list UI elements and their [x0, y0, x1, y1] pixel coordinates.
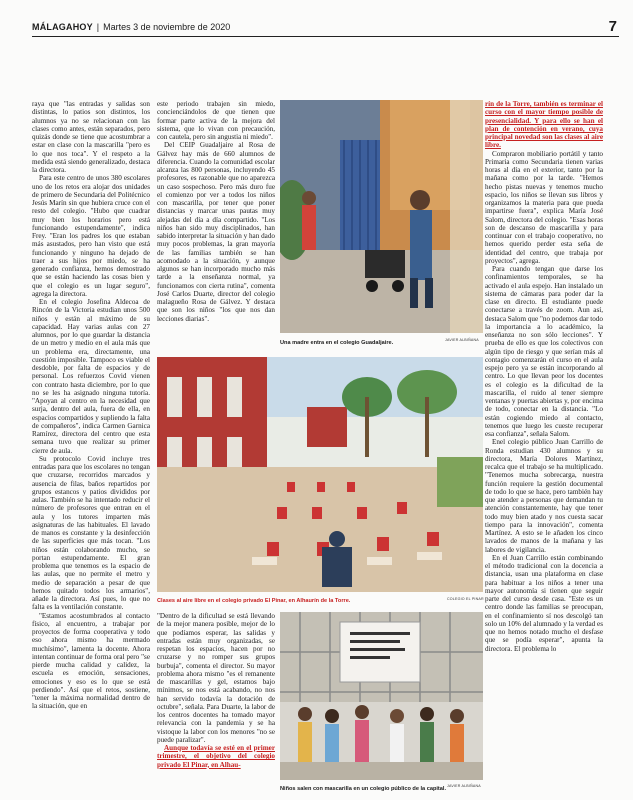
photo-caption: Una madre entra en el colegio Guadaljaire.	[280, 340, 394, 346]
photo-illustration	[157, 357, 483, 592]
paragraph: "Estamos acostumbrados al contacto físico, al encuentro, a trabajar por proyectos de forma cooperativa y todo eso ahora mismo ha mermado muchísimo", lamenta la docente. Ahora intentan continuar de forma oral pero "se pierde mucha calidad y calidez, la escuela es emoción, sensaciones, emociones y eso es lo que se está perdiendo". Así que el retos, sostiene, "tener la máxima normalidad dentro de la situación, que en	[32, 611, 150, 711]
highlight-text: Aunque todavía se esté en el primer trimestre, el objetivo del colegio privado El Pinar, en Alhau-	[157, 744, 275, 769]
page-number: 7	[608, 18, 617, 35]
paragraph: En el colegio Josefina Aldecoa de Rincón de la Victoria estudian unos 500 niños y están al máximo de su capacidad. Hay varias aulas con 27 alumnos, por lo que guardar la distancia de un metro y medio en el aula más que un problema era, directamente, una cuestión imposible. Tampoco es viable el desdoble, por falta de espacios y de personal. Los refuerzos Covid vienen con contrato hasta diciembre, por lo que no se les ha asignado ninguna tutoría. "Apoyan al centro en la necesidad que surja, dentro del aula, fuera de ella, en espacios compartidos y supliendo la falta de compañeros", indica Carmen Garnica Ramírez, directora del centro que esta semana tuvo que realizar su primer cierre de aula.	[32, 298, 150, 455]
article-column-2-bottom	[157, 612, 275, 800]
paragraph: Compraron mobiliario portátil y tanto Primaria como Secundaria tienen varias horas al día en el exterior, tanto por la mañana como por la tarde. "Hemos hecho pistas nuevas y tenemos mucho espacio, los niños se llevan sus libros y organizamos la materia para que pueda impartirse fuera", explica María José Salom, directora del colegio. "Esas horas son de descanso de mascarilla y para continuar con el trabajo cooperativo, no hemos querido perder esta seña de identidad del centro, que trabaja por proyectos", agrega.	[485, 149, 603, 265]
article-column-1	[32, 100, 150, 800]
photo-credit: JAVIER ALBIÑANA	[447, 784, 481, 788]
paragraph: este periodo trabajen sin miedo, concienciándolos de que tienen que formar parte activa de la mejora del sistema, que lo vivan con precaución, con cautela, pero sin angustia ni miedo".	[157, 100, 275, 141]
header-separator: |	[96, 22, 100, 32]
paragraph: Enel colegio público Juan Carrillo de Ronda estudian 430 alumnos y su directora, María Dolores Martínez, recalca que el trabajo se ha multiplicado. "Tenemos mucha sobrecarga, nuestra función requiere la gestión documental de todo lo que se hace, pero también hay que atender a personas que demandan tu atención constantemente, hay que tener todo muy bien atado y nos cuesta sacar tiempo para la innovación", comenta Martínez. A esto se le añaden los cinco lavados de manos de la mañana y las labores de vigilancia.	[485, 438, 603, 554]
paragraph: En el Juan Carrillo están combinando el método tradicional con la docencia a distancia, usan una plataforma en clase para habituar a los niños a tener una mayor autonomía si tienen que seguir parte del curso desde casa. "Este es un centro donde las familias se preocupan, en el confinamiento sí nos descolgó tan solo un 10% del alumnado y la verdad es que no hemos notado mucho el desfase que se podía esperar", apunta la directora. El problema lo	[485, 553, 603, 653]
page-header	[32, 18, 619, 37]
article-column-2	[157, 100, 275, 350]
article-column-3	[485, 100, 603, 800]
newspaper-brand: MÁLAGAHOY	[32, 22, 93, 32]
paragraph: Del CEIP Guadaljaire al Rosa de Gálvez hay más de 660 alumnos de diferencia. Cuando la comunidad escolar alcanza las 800 personas, incluyendo 45 profesores, es razonable que no aparezca un caso sospechoso. Pero más duro fue el comienzo por ver a todos los niños con mascarilla, por tener que poner distancias y marcar unas pautas muy alejadas del día a día compartido. "Los niños han sido muy disciplinados, han sabido interpretar la situación y han dado muy pocos problemas, la gran mayoría de las familias también se han acomodado a la situación, y aunque algunos se han incorporado mucho más tarde a la enseñanza normal, ya funcionamos con cierta rutina", comenta José Carlos Duarte, director del colegio malagueño Rosa de Gálvez. Y destaca que son los niños "los que nos dan lecciones diarias".	[157, 141, 275, 323]
photo-mother-school-entrance	[280, 100, 483, 333]
photo-outdoor-classes	[157, 357, 483, 592]
photo-caption: Niños salen con mascarilla en un colegio público de la capital.	[280, 786, 446, 792]
paragraph: Su protocolo Covid incluye tres entradas para que los escolares no tengan que cruzarse, recorridos marcados y ausencia de filas, baños repartidos por grupos estancos y patios divididos por aulas. También se ha intentado reducir el número de profesores que entran en el aula y los tutores imparten más asignaturas de las habituales. El lavado de manos es constante y la desinfección de las superficies que más tocan. "Los niños están colaborando mucho, se portan estupendamente. El gran problema que tenemos es la espacio de las aulas, que no permite el metro y medio de separación a pesar de que hemos quitado todos los armarios", añade la directora. Así pues, lo que no falta es la ventilación constante.	[32, 454, 150, 612]
photo-illustration	[280, 100, 483, 333]
photo-children-masks	[280, 612, 483, 780]
paragraph: Para este centro de unos 380 escolares uno de los retos era alojar dos unidades de primero de Secundaria del Politécnico Jesús Marín sin que hubiera cruce con el resto del colegio. "Hubo que cuadrar muy bien los horarios pero está funcionando estupendamente", indica Frey. "Eran los padres los que estaban más asustados, pero han visto que está funcionando y ninguno ha dejado de traer a sus hijos por miedo, se ha generado confianza, hemos demostrado que se están haciendo las cosas bien y que el colegio es un lugar seguro", agrega la directora.	[32, 174, 150, 298]
photo-credit: COLEGIO EL PINAR	[447, 597, 484, 601]
photo-caption: Clases al aire libre en el colegio privado El Pinar, en Alhaurín de la Torre.	[157, 598, 351, 604]
highlight-paragraph	[157, 744, 275, 769]
highlight-paragraph	[485, 100, 603, 150]
header-date: Martes 3 de noviembre de 2020	[103, 22, 231, 32]
photo-credit: JAVIER ALBIÑANA	[445, 338, 479, 342]
photo-illustration	[280, 612, 483, 780]
paragraph: "Dentro de la dificultad se está llevando de la mejor manera posible, mejor de lo que podíamos esperar, las salidas y entradas están muy organizadas, se respetan los espacios, hacen por no cruzarse y no romper sus grupos burbuja", comenta el director. Su mayor problema ahora mismo "es el remanente de mascarillas y gel, estamos bajo mínimos, se nos está acabando, no nos han servido todavía la dotación de octubre", señala. Para Duarte, la labor de los centros docentes ha tomado mayor relevancia con la pandemia y se ha vistoque la labor con los menores "no se puede paralizar".	[157, 612, 275, 744]
paragraph: Para cuando tengan que darse los confinamientos temporales, se ha activado el aula espejo. Han instalado un sistema de cámaras para poder dar la clase en directo. El estudiante puede conectarse a través de zoom. Aun así, destaca Salom que "no podemos dar todo la importancia a lo académico, la enseñanza no son sólo lecciones". Y prueba de ello es que los colectivos con algún tipo de riesgo y que serían más al contagio comenzarán el curso en el aula espejo pero ya se están incorporando al centro. Lo que llevan peor los docentes es el colegio es la dificultad de la mascarilla, el ruido al tener siempre ventanas y puertas abiertas y, por encima de todo, conectar en la distancia. "Lo están cogiendo miedo al contacto, tenemos que luego les cueste recuperar esa confianza", señala Salom.	[485, 265, 603, 438]
highlight-text: rín de la Torre, también es terminar el curso con el mayor tiempo posible de presencialidad. Y para ello se han el plan de contención en verano, cuya principal novedad son las clases al aire libre.	[485, 100, 603, 150]
paragraph: raya que "las entradas y salidas son distintas, lo patios son distintos, los alumnos ya no se relacionan con las clases como antes, están separados, pero quizás donde se tiene que acostumbrar a estar en clase con la mascarilla "pero es lo que nos toca". Y el respeto a la medida está siendo generalizado, destaca la directora.	[32, 100, 150, 174]
